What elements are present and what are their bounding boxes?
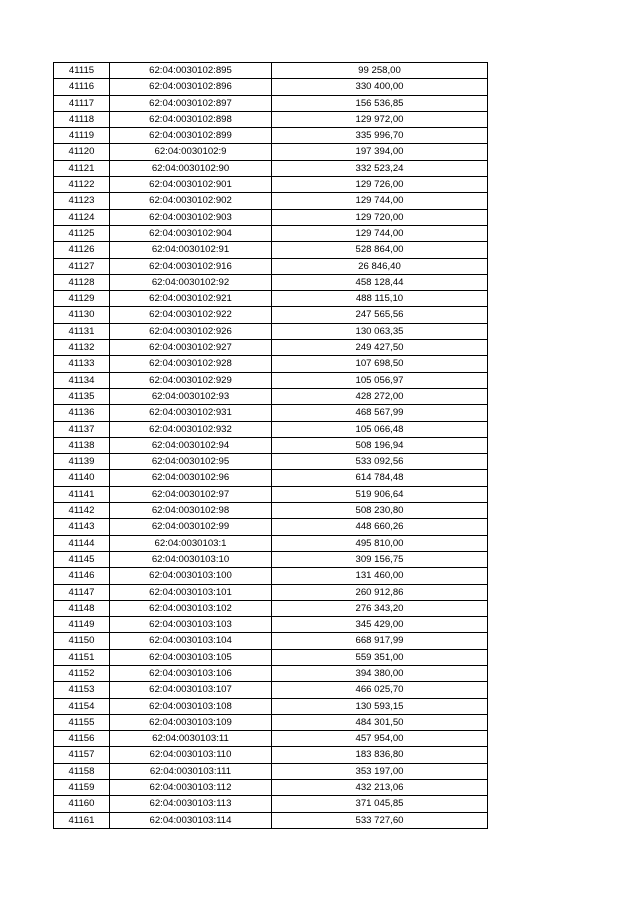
cadastral-number-cell: 62:04:0030102:927 <box>110 340 272 356</box>
row-number-cell: 41130 <box>54 307 110 323</box>
row-number-cell: 41143 <box>54 519 110 535</box>
table-row <box>54 796 488 812</box>
cadastral-value-cell: 533 727,60 <box>272 812 488 828</box>
table-row <box>54 340 488 356</box>
cadastral-number-cell: 62:04:0030103:10 <box>110 551 272 567</box>
cadastral-number-cell: 62:04:0030102:926 <box>110 323 272 339</box>
cadastral-value-cell: 519 906,64 <box>272 486 488 502</box>
row-number-cell: 41128 <box>54 274 110 290</box>
cadastral-value-cell: 353 197,00 <box>272 763 488 779</box>
cadastral-number-cell: 62:04:0030102:896 <box>110 79 272 95</box>
table-row <box>54 519 488 535</box>
cadastral-number-cell: 62:04:0030102:897 <box>110 95 272 111</box>
row-number-cell: 41154 <box>54 698 110 714</box>
cadastral-value-cell: 508 196,94 <box>272 437 488 453</box>
row-number-cell: 41139 <box>54 454 110 470</box>
cadastral-value-cell: 309 156,75 <box>272 551 488 567</box>
table-row <box>54 763 488 779</box>
cadastral-value-cell: 129 720,00 <box>272 209 488 225</box>
table-row <box>54 633 488 649</box>
cadastral-number-cell: 62:04:0030103:113 <box>110 796 272 812</box>
row-number-cell: 41160 <box>54 796 110 812</box>
table-row <box>54 584 488 600</box>
row-number-cell: 41132 <box>54 340 110 356</box>
row-number-cell: 41149 <box>54 617 110 633</box>
table-row <box>54 95 488 111</box>
cadastral-number-cell: 62:04:0030103:102 <box>110 600 272 616</box>
cadastral-value-cell: 458 128,44 <box>272 274 488 290</box>
cadastral-number-cell: 62:04:0030102:922 <box>110 307 272 323</box>
cadastral-number-cell: 62:04:0030103:101 <box>110 584 272 600</box>
row-number-cell: 41131 <box>54 323 110 339</box>
row-number-cell: 41153 <box>54 682 110 698</box>
cadastral-value-cell: 105 056,97 <box>272 372 488 388</box>
cadastral-number-cell: 62:04:0030102:921 <box>110 291 272 307</box>
cadastral-number-cell: 62:04:0030102:95 <box>110 454 272 470</box>
cadastral-number-cell: 62:04:0030103:112 <box>110 780 272 796</box>
cadastral-value-cell: 371 045,85 <box>272 796 488 812</box>
cadastral-value-cell: 131 460,00 <box>272 568 488 584</box>
cadastral-value-cell: 156 536,85 <box>272 95 488 111</box>
cadastral-number-cell: 62:04:0030103:1 <box>110 535 272 551</box>
row-number-cell: 41127 <box>54 258 110 274</box>
cadastral-value-cell: 668 917,99 <box>272 633 488 649</box>
cadastral-number-cell: 62:04:0030103:100 <box>110 568 272 584</box>
cadastral-number-cell: 62:04:0030102:99 <box>110 519 272 535</box>
cadastral-number-cell: 62:04:0030102:91 <box>110 242 272 258</box>
row-number-cell: 41152 <box>54 665 110 681</box>
row-number-cell: 41157 <box>54 747 110 763</box>
cadastral-number-cell: 62:04:0030102:901 <box>110 177 272 193</box>
row-number-cell: 41125 <box>54 225 110 241</box>
cadastral-number-cell: 62:04:0030103:110 <box>110 747 272 763</box>
cadastral-number-cell: 62:04:0030103:105 <box>110 649 272 665</box>
table-row <box>54 486 488 502</box>
cadastral-value-cell: 345 429,00 <box>272 617 488 633</box>
cadastral-number-cell: 62:04:0030102:895 <box>110 63 272 79</box>
table-row <box>54 421 488 437</box>
cadastral-value-cell: 448 660,26 <box>272 519 488 535</box>
table-row <box>54 209 488 225</box>
cadastral-number-cell: 62:04:0030102:928 <box>110 356 272 372</box>
cadastral-number-cell: 62:04:0030102:97 <box>110 486 272 502</box>
row-number-cell: 41161 <box>54 812 110 828</box>
cadastral-number-cell: 62:04:0030103:114 <box>110 812 272 828</box>
row-number-cell: 41123 <box>54 193 110 209</box>
row-number-cell: 41119 <box>54 128 110 144</box>
cadastral-value-cell: 107 698,50 <box>272 356 488 372</box>
cadastral-number-cell: 62:04:0030103:104 <box>110 633 272 649</box>
row-number-cell: 41140 <box>54 470 110 486</box>
row-number-cell: 41116 <box>54 79 110 95</box>
table-row <box>54 617 488 633</box>
cadastral-value-cell: 99 258,00 <box>272 63 488 79</box>
cadastral-value-cell: 129 744,00 <box>272 193 488 209</box>
table-row <box>54 682 488 698</box>
table-row <box>54 111 488 127</box>
row-number-cell: 41118 <box>54 111 110 127</box>
cadastral-value-cell: 528 864,00 <box>272 242 488 258</box>
table-row <box>54 193 488 209</box>
cadastral-number-cell: 62:04:0030102:98 <box>110 503 272 519</box>
cadastral-value-cell: 484 301,50 <box>272 714 488 730</box>
table-row <box>54 665 488 681</box>
cadastral-value-cell: 432 213,06 <box>272 780 488 796</box>
table-row <box>54 372 488 388</box>
row-number-cell: 41120 <box>54 144 110 160</box>
cadastral-value-cell: 183 836,80 <box>272 747 488 763</box>
row-number-cell: 41134 <box>54 372 110 388</box>
cadastral-number-cell: 62:04:0030102:904 <box>110 225 272 241</box>
cadastral-number-cell: 62:04:0030102:9 <box>110 144 272 160</box>
cadastral-number-cell: 62:04:0030102:916 <box>110 258 272 274</box>
cadastral-value-cell: 394 380,00 <box>272 665 488 681</box>
row-number-cell: 41151 <box>54 649 110 665</box>
table-row <box>54 454 488 470</box>
cadastral-value-cell: 276 343,20 <box>272 600 488 616</box>
table-row <box>54 274 488 290</box>
cadastral-number-cell: 62:04:0030102:899 <box>110 128 272 144</box>
cadastral-number-cell: 62:04:0030102:94 <box>110 437 272 453</box>
row-number-cell: 41155 <box>54 714 110 730</box>
cadastral-value-cell: 129 726,00 <box>272 177 488 193</box>
row-number-cell: 41144 <box>54 535 110 551</box>
cadastral-number-cell: 62:04:0030103:111 <box>110 763 272 779</box>
cadastral-value-cell: 249 427,50 <box>272 340 488 356</box>
cadastral-value-cell: 260 912,86 <box>272 584 488 600</box>
table-row <box>54 258 488 274</box>
table-row <box>54 225 488 241</box>
table-row <box>54 812 488 828</box>
row-number-cell: 41122 <box>54 177 110 193</box>
cadastral-number-cell: 62:04:0030102:931 <box>110 405 272 421</box>
cadastral-value-cell: 428 272,00 <box>272 388 488 404</box>
row-number-cell: 41150 <box>54 633 110 649</box>
cadastral-number-cell: 62:04:0030102:93 <box>110 388 272 404</box>
cadastral-value-cell: 468 567,99 <box>272 405 488 421</box>
row-number-cell: 41136 <box>54 405 110 421</box>
row-number-cell: 41137 <box>54 421 110 437</box>
cadastral-value-cell: 105 066,48 <box>272 421 488 437</box>
table-row <box>54 780 488 796</box>
row-number-cell: 41159 <box>54 780 110 796</box>
table-row <box>54 698 488 714</box>
cadastral-value-table <box>53 62 488 829</box>
table-row <box>54 437 488 453</box>
cadastral-number-cell: 62:04:0030103:103 <box>110 617 272 633</box>
table-row <box>54 356 488 372</box>
row-number-cell: 41145 <box>54 551 110 567</box>
cadastral-value-cell: 26 846,40 <box>272 258 488 274</box>
cadastral-value-cell: 330 400,00 <box>272 79 488 95</box>
table-row <box>54 649 488 665</box>
table-row <box>54 177 488 193</box>
table-body <box>54 63 488 829</box>
cadastral-value-cell: 495 810,00 <box>272 535 488 551</box>
row-number-cell: 41135 <box>54 388 110 404</box>
cadastral-value-cell: 129 972,00 <box>272 111 488 127</box>
cadastral-number-cell: 62:04:0030103:11 <box>110 731 272 747</box>
table-row <box>54 323 488 339</box>
cadastral-value-cell: 614 784,48 <box>272 470 488 486</box>
table-row <box>54 551 488 567</box>
row-number-cell: 41148 <box>54 600 110 616</box>
table-row <box>54 307 488 323</box>
cadastral-value-cell: 129 744,00 <box>272 225 488 241</box>
cadastral-number-cell: 62:04:0030102:92 <box>110 274 272 290</box>
row-number-cell: 41133 <box>54 356 110 372</box>
row-number-cell: 41158 <box>54 763 110 779</box>
cadastral-number-cell: 62:04:0030103:106 <box>110 665 272 681</box>
table-row <box>54 160 488 176</box>
row-number-cell: 41146 <box>54 568 110 584</box>
cadastral-number-cell: 62:04:0030102:898 <box>110 111 272 127</box>
cadastral-value-cell: 130 593,15 <box>272 698 488 714</box>
cadastral-number-cell: 62:04:0030102:903 <box>110 209 272 225</box>
table-row <box>54 144 488 160</box>
cadastral-value-cell: 457 954,00 <box>272 731 488 747</box>
cadastral-value-cell: 488 115,10 <box>272 291 488 307</box>
cadastral-value-cell: 130 063,35 <box>272 323 488 339</box>
row-number-cell: 41117 <box>54 95 110 111</box>
row-number-cell: 41129 <box>54 291 110 307</box>
cadastral-value-cell: 335 996,70 <box>272 128 488 144</box>
row-number-cell: 41156 <box>54 731 110 747</box>
cadastral-value-cell: 533 092,56 <box>272 454 488 470</box>
cadastral-value-cell: 332 523,24 <box>272 160 488 176</box>
row-number-cell: 41126 <box>54 242 110 258</box>
table-row <box>54 128 488 144</box>
table-row <box>54 714 488 730</box>
cadastral-number-cell: 62:04:0030102:96 <box>110 470 272 486</box>
table-row <box>54 731 488 747</box>
table-row <box>54 79 488 95</box>
table-row <box>54 388 488 404</box>
cadastral-value-cell: 197 394,00 <box>272 144 488 160</box>
row-number-cell: 41142 <box>54 503 110 519</box>
table-row <box>54 291 488 307</box>
cadastral-number-cell: 62:04:0030103:109 <box>110 714 272 730</box>
table-row <box>54 503 488 519</box>
table-row <box>54 405 488 421</box>
cadastral-number-cell: 62:04:0030103:108 <box>110 698 272 714</box>
table-row <box>54 63 488 79</box>
row-number-cell: 41147 <box>54 584 110 600</box>
cadastral-number-cell: 62:04:0030102:929 <box>110 372 272 388</box>
table-row <box>54 747 488 763</box>
row-number-cell: 41141 <box>54 486 110 502</box>
cadastral-number-cell: 62:04:0030102:902 <box>110 193 272 209</box>
row-number-cell: 41115 <box>54 63 110 79</box>
table-row <box>54 568 488 584</box>
table-row <box>54 470 488 486</box>
cadastral-number-cell: 62:04:0030102:932 <box>110 421 272 437</box>
row-number-cell: 41138 <box>54 437 110 453</box>
table-row <box>54 242 488 258</box>
cadastral-value-cell: 508 230,80 <box>272 503 488 519</box>
cadastral-number-cell: 62:04:0030102:90 <box>110 160 272 176</box>
cadastral-number-cell: 62:04:0030103:107 <box>110 682 272 698</box>
cadastral-value-cell: 247 565,56 <box>272 307 488 323</box>
cadastral-value-cell: 466 025,70 <box>272 682 488 698</box>
row-number-cell: 41124 <box>54 209 110 225</box>
cadastral-value-cell: 559 351,00 <box>272 649 488 665</box>
row-number-cell: 41121 <box>54 160 110 176</box>
table-row <box>54 600 488 616</box>
table-row <box>54 535 488 551</box>
